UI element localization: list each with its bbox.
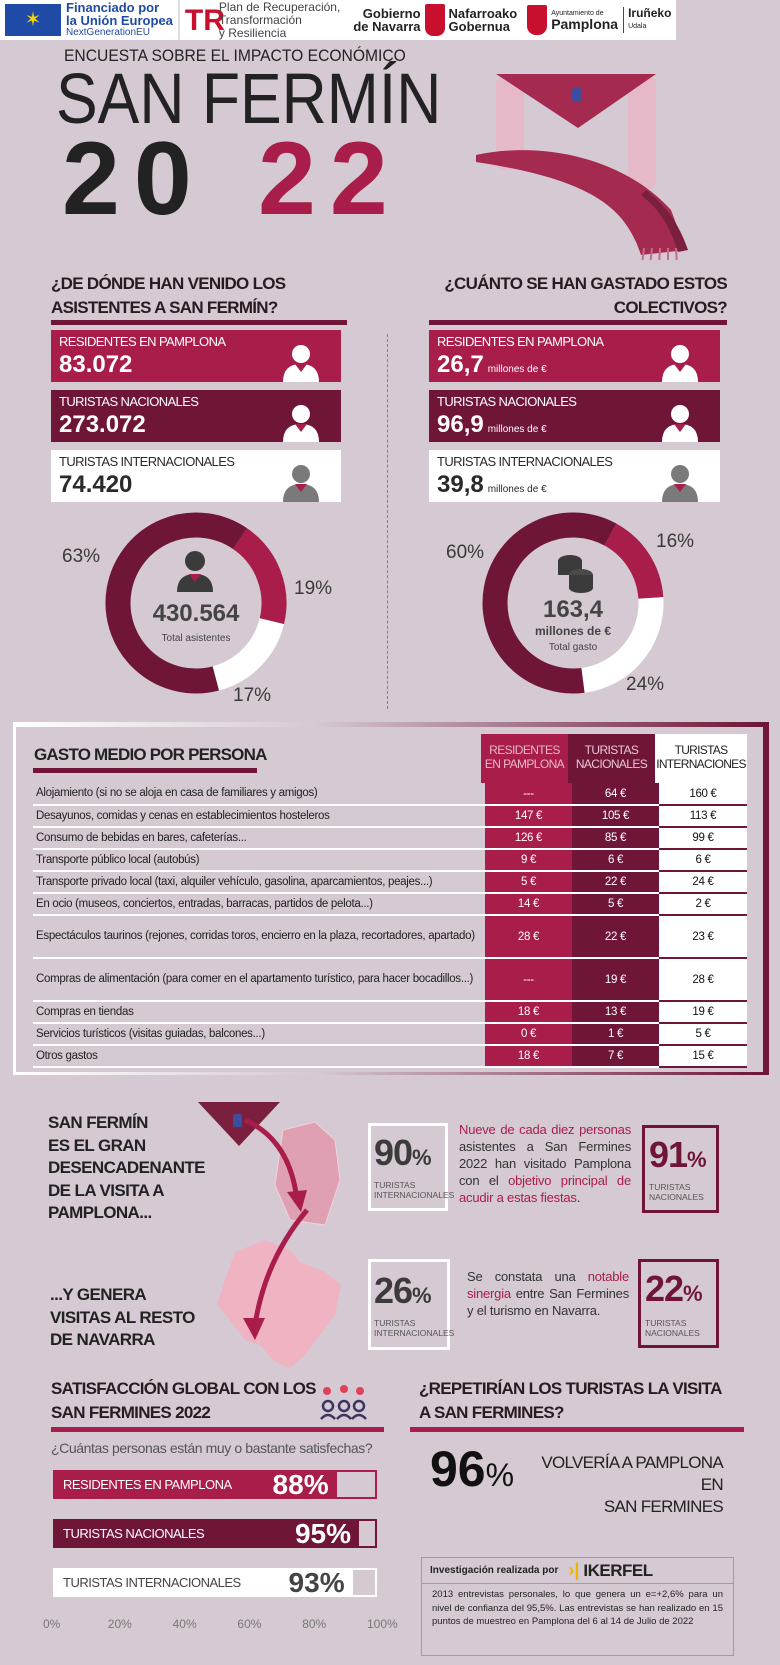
person-icon	[660, 464, 700, 502]
eu-logo	[0, 0, 178, 40]
satisfaction-bar-fill	[55, 1517, 359, 1549]
repeat-pct-value: 96	[430, 1441, 486, 1497]
spend-total-label: Total gasto	[548, 642, 598, 653]
row-value: 13 €	[572, 1001, 659, 1023]
person-icon	[281, 404, 321, 442]
navarra-eu-text-1: Nafarroako	[448, 6, 518, 21]
satisfaction-bar-fill	[55, 1566, 353, 1598]
row-value: 0 €	[485, 1023, 572, 1045]
row-value: 5 €	[659, 1023, 747, 1045]
person-icon	[173, 548, 217, 592]
row-value: 28 €	[485, 915, 572, 958]
row-value: 6 €	[659, 849, 747, 871]
trigger-line: DESENCADENANTE	[48, 1158, 205, 1177]
origin-underline	[51, 320, 347, 325]
row-value: 23 €	[659, 915, 747, 958]
card-label: RESIDENTES EN PAMPLONA	[59, 334, 226, 349]
table-title-underline	[33, 768, 257, 773]
plan-text-3: y Resiliencia	[218, 25, 287, 40]
navarra-text-2: de Navarra	[353, 19, 421, 34]
plan-text-1: Plan de Recuperación,	[218, 0, 341, 14]
trigger-line: VISITAS AL RESTO	[50, 1307, 195, 1327]
axis-tick-label: 100%	[367, 1617, 398, 1631]
row-label: Compras de alimentación (para comer en el apartamento turístico, para hacer bocadillos...)	[33, 958, 485, 1001]
trigger-text-top	[48, 1112, 205, 1225]
repeat-text-2: SAN FERMINES	[603, 1497, 723, 1516]
donut-label-residentes: 19%	[294, 578, 333, 599]
trigger-line: DE NAVARRA	[50, 1330, 155, 1349]
pct-sign: %	[683, 1281, 702, 1306]
pamplona-logo	[522, 0, 676, 40]
axis-tick-label: 80%	[302, 1617, 327, 1631]
person-icon	[660, 404, 700, 442]
spend-table	[33, 783, 747, 1068]
row-label: Compras en tiendas	[33, 1001, 485, 1023]
row-value: 19 €	[572, 958, 659, 1001]
satisfaction-heading	[51, 1377, 316, 1425]
row-value: ---	[485, 783, 572, 805]
repeat-underline	[410, 1427, 744, 1432]
nat-navarra-label: TURISTAS NACIONALES	[645, 1318, 700, 1338]
intl-navarra-pct: 26	[374, 1270, 413, 1311]
table-row	[33, 827, 747, 849]
trigger-text-bottom	[50, 1284, 195, 1352]
research-box	[421, 1557, 734, 1656]
row-value: 147 €	[485, 805, 572, 827]
donut2-label-internacionales: 24%	[626, 674, 665, 695]
donut-slice-0	[610, 535, 650, 598]
bar-label: TURISTAS NACIONALES	[63, 1526, 205, 1541]
visit-highlight-2: objetivo principal de acudir a estas fiestas	[459, 1173, 631, 1205]
hero-year-b: 22	[258, 121, 402, 237]
pamplona-text-2: Pamplona	[551, 15, 619, 32]
repeat-heading-2: A SAN FERMINES?	[419, 1403, 564, 1422]
irunea-text-1: Iruñeko	[628, 6, 672, 20]
table-row	[33, 871, 747, 893]
research-by: Investigación realizada por	[430, 1565, 559, 1576]
table-row	[33, 958, 747, 1001]
row-value: 7 €	[572, 1045, 659, 1067]
axis-tick-label: 60%	[237, 1617, 262, 1631]
research-company: IKERFEL	[583, 1560, 653, 1580]
satisfaction-heading-2: SAN FERMINES 2022	[51, 1403, 211, 1422]
card-value: 83.072	[59, 351, 133, 378]
person-icon	[281, 464, 321, 502]
ikerfel-logo-icon: ›|	[568, 1560, 580, 1580]
happy-people-icon	[318, 1385, 370, 1421]
row-value: 5 €	[572, 893, 659, 915]
table-row	[33, 1045, 747, 1067]
bar-label: RESIDENTES EN PAMPLONA	[63, 1477, 232, 1492]
eu-text-1: Financiado por	[66, 0, 160, 15]
donut2-label-nacionales: 60%	[446, 542, 485, 563]
row-value: 9 €	[485, 849, 572, 871]
origin-card	[51, 450, 341, 502]
card-label: TURISTAS INTERNACIONALES	[59, 454, 235, 469]
hero-title: SAN FERMÍN	[56, 60, 442, 139]
row-label: Alojamiento (si no se aloja en casa de familiares y amigos)	[33, 783, 485, 805]
attendees-total: 430.564	[152, 600, 240, 627]
intl-visit-label: TURISTAS INTERNACIONALES	[374, 1180, 455, 1200]
pct-sign: %	[412, 1145, 431, 1170]
pct-sign: %	[687, 1147, 706, 1172]
person-icon	[660, 344, 700, 382]
hero-kicker: ENCUESTA SOBRE EL IMPACTO ECONÓMICO	[64, 46, 406, 65]
synergy-paragraph	[467, 1268, 629, 1319]
satisfaction-question: ¿Cuántas personas están muy o bastante satisfechas?	[51, 1440, 373, 1456]
tr-logo-icon: TR	[184, 3, 225, 37]
row-value: 99 €	[659, 827, 747, 849]
origin-card	[51, 390, 341, 442]
repeat-pct	[430, 1440, 514, 1498]
repeat-heading	[419, 1377, 722, 1425]
card-label: TURISTAS NACIONALES	[437, 394, 577, 409]
table-row	[33, 1001, 747, 1023]
table-row	[33, 915, 747, 958]
origin-card	[51, 330, 341, 382]
row-label: Otros gastos	[33, 1045, 485, 1067]
row-value: 1 €	[572, 1023, 659, 1045]
pct-sign: %	[412, 1283, 431, 1308]
card-label: TURISTAS NACIONALES	[59, 394, 199, 409]
satisfaction-bar	[53, 1470, 377, 1499]
coins-icon	[555, 553, 595, 593]
table-row	[33, 849, 747, 871]
divider	[387, 334, 388, 709]
intl-navarra-box	[368, 1259, 455, 1350]
spend-total-unit: millones de €	[534, 624, 612, 638]
nat-visit-box	[642, 1125, 719, 1213]
row-value: 105 €	[572, 805, 659, 827]
row-value: 160 €	[659, 783, 747, 805]
pamplona-shield-icon	[527, 5, 547, 35]
card-value: 96,9 millones de €	[437, 411, 547, 438]
nat-navarra-box	[638, 1259, 719, 1348]
donut-label-internacionales: 17%	[233, 685, 272, 706]
trigger-line: PAMPLONA...	[48, 1203, 152, 1222]
row-label: Consumo de bebidas en bares, cafeterías...	[33, 827, 485, 849]
row-value: 14 €	[485, 893, 572, 915]
satisfaction-bar-fill	[55, 1468, 337, 1500]
satisfaction-bar	[53, 1568, 377, 1597]
spend-card	[429, 390, 720, 442]
table-row	[33, 1023, 747, 1045]
navarra-logo	[345, 0, 522, 40]
origin-heading: ¿DE DÓNDE HAN VENIDO LOS ASISTENTES A SAN FERMÍN?	[51, 274, 286, 317]
synergy-text-2: entre San Fermines y el turismo en Navarra.	[467, 1286, 629, 1318]
row-value: 18 €	[485, 1045, 572, 1067]
row-label: Desayunos, comidas y cenas en establecimientos hosteleros	[33, 805, 485, 827]
eu-text-2: la Unión Europea	[66, 13, 173, 28]
navarra-shield-icon	[425, 4, 445, 36]
irunea-text-2: Udala	[628, 23, 647, 30]
repeat-heading-1: ¿REPETIRÍAN LOS TURISTAS LA VISITA	[419, 1379, 722, 1398]
row-value: 19 €	[659, 1001, 747, 1023]
trigger-line: ...Y GENERA	[50, 1285, 147, 1304]
table-row	[33, 783, 747, 805]
bar-label: TURISTAS INTERNACIONALES	[63, 1575, 241, 1590]
trigger-line: SAN FERMÍN	[48, 1113, 148, 1132]
row-value: 113 €	[659, 805, 747, 827]
axis-tick-label: 40%	[172, 1617, 197, 1631]
plan-text-2: Transformación	[218, 12, 302, 27]
row-value: 64 €	[572, 783, 659, 805]
card-value: 273.072	[59, 411, 146, 438]
visit-paragraph	[459, 1121, 631, 1206]
spend-heading: ¿CUÁNTO SE HAN GASTADO ESTOS COLECTIVOS?	[444, 274, 727, 317]
table-row	[33, 893, 747, 915]
row-label: Espectáculos taurinos (rejones, corridas toros, encierro en la plaza, recortadores, apartado)	[33, 915, 485, 958]
axis-tick-label: 20%	[107, 1617, 132, 1631]
row-value: 24 €	[659, 871, 747, 893]
repeat-text	[520, 1452, 723, 1518]
navarra-text-1: Gobierno	[362, 6, 421, 21]
row-value: 2 €	[659, 893, 747, 915]
pamplona-text-1: Ayuntamiento de	[551, 9, 604, 17]
bar-value: 95%	[294, 1517, 351, 1549]
row-label: Servicios turísticos (visitas guiadas, balcones...)	[33, 1023, 485, 1045]
trigger-line: ES EL GRAN	[48, 1135, 146, 1155]
row-value: 6 €	[572, 849, 659, 871]
row-value: 85 €	[572, 827, 659, 849]
spend-underline	[429, 320, 727, 325]
row-label: Transporte privado local (taxi, alquiler vehículo, gasolina, aparcamientos, peajes...)	[33, 871, 485, 893]
visit-text-1: asistentes a San Fermines 2022 han visitado Pamplona con el	[459, 1139, 631, 1188]
spend-total: 163,4	[542, 596, 604, 623]
synergy-text-1: Se constata una	[467, 1269, 588, 1284]
row-value: 18 €	[485, 1001, 572, 1023]
intl-visit-pct: 90	[374, 1132, 413, 1173]
bar-value: 88%	[272, 1468, 329, 1500]
synergy-highlight: notable sinergia	[467, 1269, 629, 1301]
row-value: 22 €	[572, 915, 659, 958]
row-value: 5 €	[485, 871, 572, 893]
row-label: Transporte público local (autobús)	[33, 849, 485, 871]
scarf-illustration	[456, 50, 716, 260]
card-label: TURISTAS INTERNACIONALES	[437, 454, 613, 469]
plan-logo	[178, 0, 345, 40]
row-value: 28 €	[659, 958, 747, 1001]
navarra-map-illustration	[195, 1100, 355, 1370]
hero-year-a: 20	[62, 121, 206, 237]
attendees-total-label: Total asistentes	[161, 633, 231, 644]
nat-visit-label: TURISTAS NACIONALES	[649, 1182, 704, 1202]
card-value: 26,7 millones de €	[437, 351, 547, 378]
navarra-eu-text-2: Gobernua	[448, 19, 510, 34]
intl-navarra-label: TURISTAS INTERNACIONALES	[374, 1318, 455, 1338]
repeat-pct-sign: %	[485, 1457, 515, 1493]
visit-text-2: .	[576, 1190, 581, 1205]
bar-value: 93%	[288, 1566, 345, 1598]
table-title: GASTO MEDIO POR PERSONA	[34, 745, 267, 764]
row-value: 22 €	[572, 871, 659, 893]
donut-label-nacionales: 63%	[62, 546, 101, 567]
col-header-nacionales: TURISTAS NACIONALES	[568, 734, 655, 783]
row-value: ---	[485, 958, 572, 1001]
row-value: 15 €	[659, 1045, 747, 1067]
row-label: En ocio (museos, conciertos, entradas, barracas, partidos de pelota...)	[33, 893, 485, 915]
intl-visit-box	[368, 1123, 455, 1211]
research-note: 2013 entrevistas personales, lo que genera un e=+2,6% para un nivel de confianza del 95,5%. Las entrevistas se han realizado en 15 puntos de muestreo en Pamplona del 6 al 14 de Julio de 2022	[432, 1589, 723, 1627]
satisfaction-heading-1: SATISFACCIÓN GLOBAL CON LOS	[51, 1379, 316, 1398]
donut-slice-1	[216, 621, 272, 678]
axis-tick-label: 0%	[43, 1617, 61, 1631]
nat-navarra-pct: 22	[645, 1268, 684, 1309]
col-header-internacionales: TURISTAS INTERNACIONES	[655, 734, 747, 783]
donut2-label-residentes: 16%	[656, 531, 695, 552]
card-value: 74.420	[59, 471, 133, 498]
row-value: 126 €	[485, 827, 572, 849]
card-value: 39,8 millones de €	[437, 471, 547, 498]
nat-visit-pct: 91	[649, 1134, 688, 1175]
eu-text-3: NextGenerationEU	[66, 27, 150, 38]
trigger-line: DE LA VISITA A	[48, 1180, 164, 1200]
eu-flag-icon: ✶	[5, 4, 61, 36]
repeat-text-1: VOLVERÍA A PAMPLONA EN	[541, 1453, 723, 1494]
spend-card	[429, 330, 720, 382]
col-header-residentes: RESIDENTES EN PAMPLONA	[481, 734, 568, 783]
card-label: RESIDENTES EN PAMPLONA	[437, 334, 604, 349]
satisfaction-bar	[53, 1519, 377, 1548]
table-row	[33, 805, 747, 827]
spend-card	[429, 450, 720, 502]
visit-highlight-1: Nueve de cada diez personas	[459, 1122, 631, 1137]
person-icon	[281, 344, 321, 382]
satisfaction-underline	[51, 1427, 384, 1432]
logo-bar	[0, 0, 676, 40]
